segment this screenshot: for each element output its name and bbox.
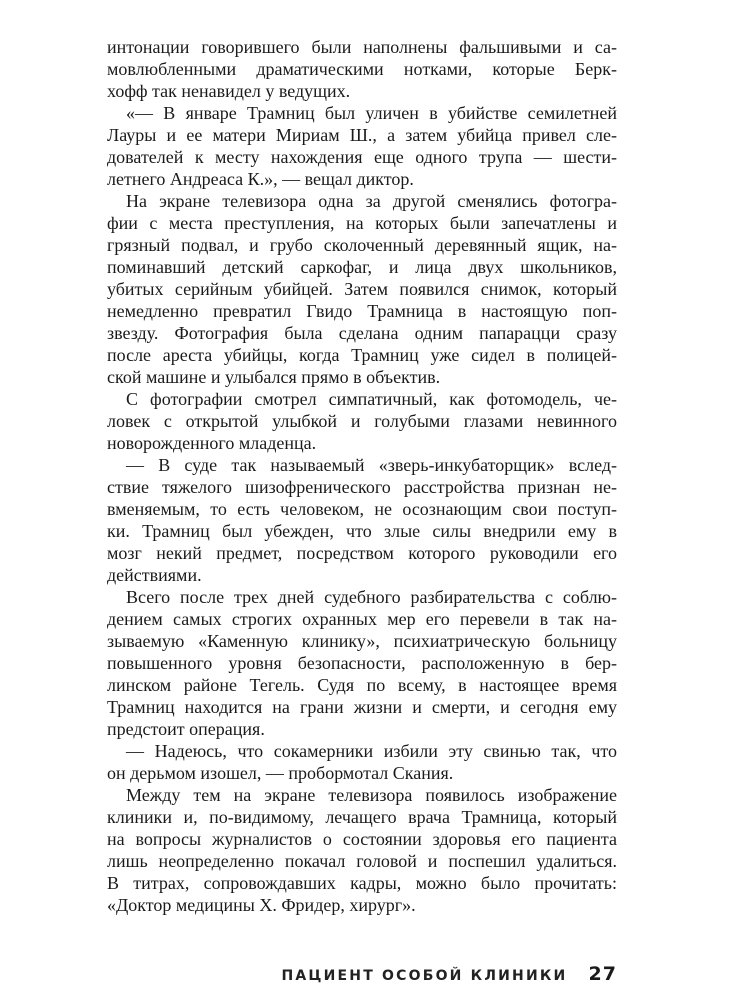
- text-line: «Доктор медицины Х. Фридер, хирург».: [107, 895, 416, 915]
- text-line: клиники и, по-видимому, лечащего врача Трамница, который: [107, 807, 617, 827]
- text-line: В титрах, сопровождавших кадры, можно было прочитать:: [107, 873, 617, 893]
- text-line: ки. Трамниц был убежден, что злые силы внедрили ему в: [107, 521, 617, 541]
- text-line: он дерьмом изошел, — пробормотал Скания.: [107, 763, 454, 783]
- text-line: Всего после трех дней судебного разбирательства с соблю-: [126, 587, 617, 607]
- text-line: — В суде так называемый «зверь-инкубаторщик» вслед-: [126, 455, 617, 475]
- text-line: новорожденного младенца.: [107, 433, 317, 453]
- text-line: убитых серийным убийцей. Затем появился снимок, который: [107, 279, 617, 299]
- text-line: фии с места преступления, на которых были запечатлены и: [107, 213, 617, 233]
- text-line: вменяемым, то есть человеком, не осознающим свои поступ-: [107, 499, 617, 519]
- text-line: дователей к месту нахождения еще одного трупа — шести-: [107, 147, 617, 167]
- text-line: лишь неопределенно покачал головой и поспешил удалиться.: [107, 851, 617, 871]
- text-line: действиями.: [107, 565, 202, 585]
- text-line: На экране телевизора одна за другой сменялись фотогра-: [126, 191, 617, 211]
- text-line: ствие тяжелого шизофренического расстройства признан не-: [107, 477, 617, 497]
- text-line: звезду. Фотография была сделана одним папарацци сразу: [107, 323, 617, 343]
- text-line: повышенного уровня безопасности, расположенную в бер-: [107, 653, 617, 673]
- text-line: летнего Андреаса К.», — вещал диктор.: [107, 169, 414, 189]
- text-line: предстоит операция.: [107, 719, 265, 739]
- text-line: зываемую «Каменную клинику», психиатрическую больницу: [107, 631, 617, 651]
- text-line: «— В январе Трамниц был уличен в убийстве семилетней: [126, 103, 617, 123]
- text-line: дением самых строгих охранных мер его перевели в так на-: [107, 609, 617, 629]
- page-footer: [107, 962, 617, 988]
- text-line: немедленно превратил Гвидо Трамница в настоящую поп-: [107, 301, 617, 321]
- text-line: Лауры и ее матери Мириам Ш., а затем убийца привел сле-: [107, 125, 617, 145]
- text-line: поминавший детский саркофаг, и лица двух школьников,: [107, 257, 617, 277]
- text-line: — Надеюсь, что сокамерники избили эту свинью так, что: [126, 741, 617, 761]
- page-number: 27: [588, 963, 617, 985]
- text-line: С фотографии смотрел симпатичный, как фотомодель, че-: [126, 389, 617, 409]
- text-line: на вопросы журналистов о состоянии здоровья его пациента: [107, 829, 617, 849]
- text-line: Между тем на экране телевизора появилось изображение: [126, 785, 617, 805]
- page-body-text: [107, 36, 617, 916]
- text-line: ловек с открытой улыбкой и голубыми глазами невинного: [107, 411, 617, 431]
- text-line: ской машине и улыбался прямо в объектив.: [107, 367, 441, 387]
- text-line: грязный подвал, и грубо сколоченный деревянный ящик, на-: [107, 235, 617, 255]
- text-line: мозг некий предмет, посредством которого руководили его: [107, 543, 617, 563]
- text-line: Трамниц находится на грани жизни и смерти, и сегодня ему: [107, 697, 617, 717]
- text-line: линском районе Тегель. Судя по всему, в настоящее время: [107, 675, 617, 695]
- text-line: интонации говорившего были наполнены фальшивыми и са-: [107, 37, 617, 57]
- running-title: ПАЦИЕНТ ОСОБОЙ КЛИНИКИ: [281, 968, 568, 984]
- text-line: хофф так ненавидел у ведущих.: [107, 81, 351, 101]
- text-line: мовлюбленными драматическими нотками, которые Берк-: [107, 59, 617, 79]
- text-line: после ареста убийцы, когда Трамниц уже сидел в полицей-: [107, 345, 617, 365]
